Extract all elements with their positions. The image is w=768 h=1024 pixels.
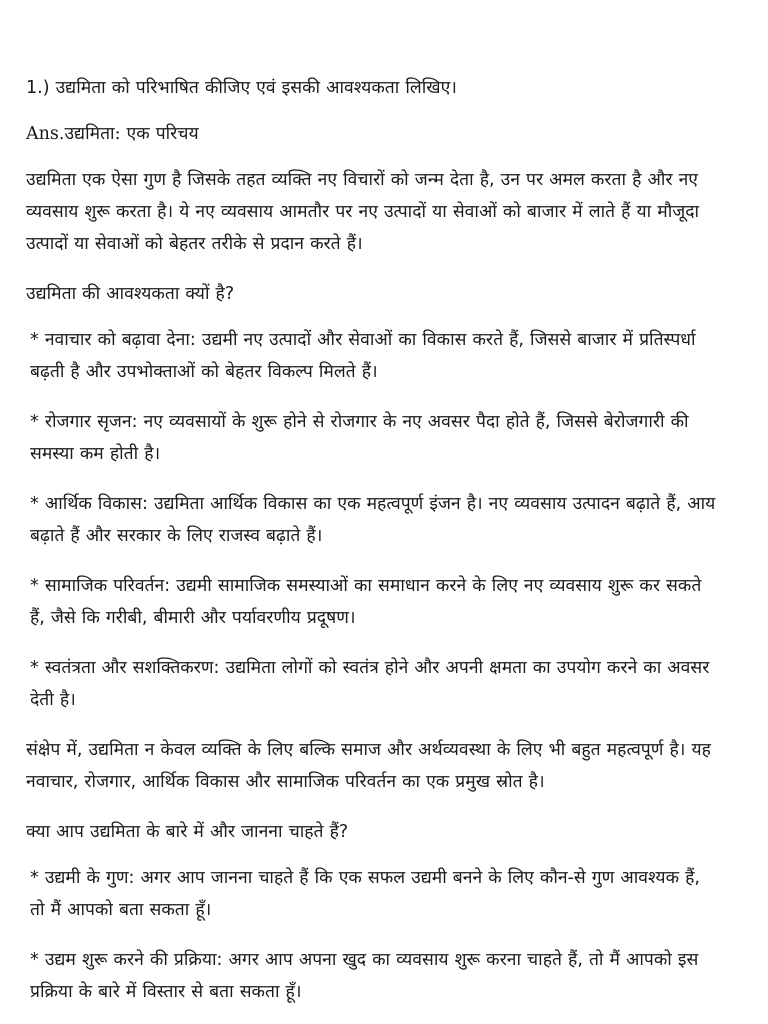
summary-paragraph: संक्षेप में, उद्यमिता न केवल व्यक्ति के लिए बल्कि समाज और अर्थव्यवस्था के लिए भी बहुत महत्वपूर्ण है। यह नवाचार, रोजगार, आर्थिक विकास और सामाजिक परिवर्तन का एक प्रमुख स्रोत है। <box>26 740 711 792</box>
intro-paragraph: उद्यमिता एक ऐसा गुण है जिसके तहत व्यक्ति नए विचारों को जन्म देता है, उन पर अमल करता है और नए व्यवसाय शुरू करता है। ये नए व्यवसाय आमतौर पर नए उत्पादों या सेवाओं को बाजार में लाते हैं या मौजूदा उत्पादों या सेवाओं को बेहतर तरीके से प्रदान करते हैं। <box>26 170 700 254</box>
need-point-innovation: * नवाचार को बढ़ावा देना: उद्यमी नए उत्पादों और सेवाओं का विकास करते हैं, जिससे बाजार में प्रतिस्पर्धा बढ़ती है और उपभोक्ताओं को बेहतर विकल्प मिलते हैं। <box>30 330 696 382</box>
more-heading: क्या आप उद्यमिता के बारे में और जानना चाहते हैं? <box>26 822 349 842</box>
question-text: 1.) उद्यमिता को परिभाषित कीजिए एवं इसकी आवश्यकता लिखिए। <box>26 78 457 98</box>
need-point-economic-growth: * आर्थिक विकास: उद्यमिता आर्थिक विकास का एक महत्वपूर्ण इंजन है। नए व्यवसाय उत्पादन बढ़ाते हैं, आय बढ़ाते हैं और सरकार के लिए राजस्व बढ़ाते हैं। <box>30 494 716 546</box>
need-heading: उद्यमिता की आवश्यकता क्यों है? <box>26 284 235 304</box>
more-point-qualities: * उद्यमी के गुण: अगर आप जानना चाहते हैं कि एक सफल उद्यमी बनने के लिए कौन-से गुण आवश्यक हैं, तो मैं आपको बता सकता हूँ। <box>30 868 700 920</box>
need-point-independence: * स्वतंत्रता और सशक्तिकरण: उद्यमिता लोगों को स्वतंत्र होने और अपनी क्षमता का उपयोग करने का अवसर देती है। <box>30 658 710 710</box>
need-point-employment: * रोजगार सृजन: नए व्यवसायों के शुरू होने से रोजगार के नए अवसर पैदा होते हैं, जिससे बेरोजगारी की समस्या कम होती है। <box>30 412 689 464</box>
more-point-process: * उद्यम शुरू करने की प्रक्रिया: अगर आप अपना खुद का व्यवसाय शुरू करना चाहते हैं, तो मैं आपको इस प्रक्रिया के बारे में विस्तार से बता सकता हूँ। <box>30 950 699 1002</box>
need-point-social-change: * सामाजिक परिवर्तन: उद्यमी सामाजिक समस्याओं का समाधान करने के लिए नए व्यवसाय शुरू कर सकते हैं, जैसे कि गरीबी, बीमारी और पर्यावरणीय प्रदूषण। <box>30 576 702 628</box>
answer-heading: Ans.उद्यमिता: एक परिचय <box>26 124 199 144</box>
